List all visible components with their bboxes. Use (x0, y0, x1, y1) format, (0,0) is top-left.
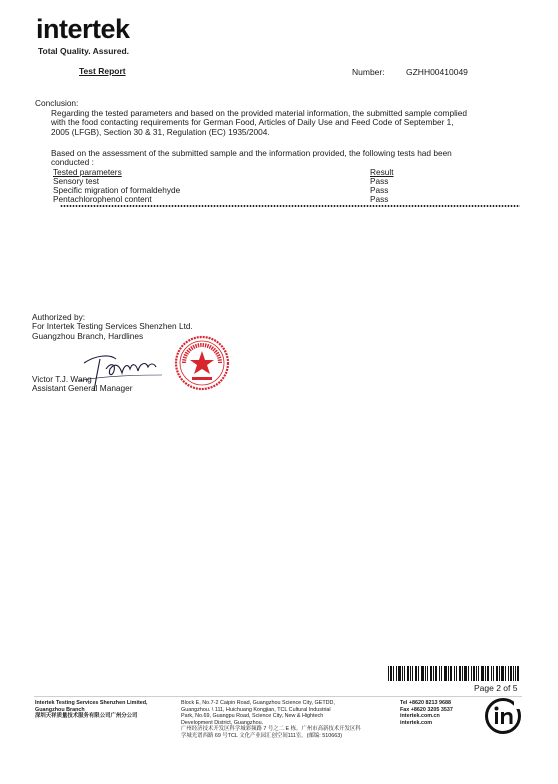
footer-website-cn: intertek.com.cn (400, 713, 440, 720)
footer-contact (400, 700, 482, 726)
signatory-position: Assistant General Manager (32, 383, 133, 393)
table-row-param: Pentachlorophenol content (53, 194, 152, 204)
authorized-branch: Guangzhou Branch, Hardlines (32, 331, 144, 341)
footer-address-line: 广州经济技术开发区科学城彩频路 7 号之二 E 栋。广州市高新技术开发区科 (181, 726, 361, 733)
conclusion-line: Regarding the tested parameters and based on the provided material information, the submitted sample complied (51, 108, 468, 118)
authorized-by-label: Authorized by: (32, 312, 86, 322)
table-row-result: Pass (370, 185, 389, 195)
footer-company-line: 深圳天祥质量技术服务有限公司广州分公司 (35, 713, 138, 720)
conclusion-paragraph (51, 109, 516, 137)
table-header-parameters: Tested parameters (53, 167, 122, 177)
report-number-value: GZHH00410049 (406, 67, 468, 77)
intertek-in-icon (484, 697, 522, 735)
company-seal-stamp (172, 334, 232, 392)
conclusion-line: with the food contacting requirements for German Food, Articles of Daily Use and Feed Code of September 1, (51, 117, 454, 128)
footer-website: intertek.com (400, 719, 433, 726)
report-title: Test Report (79, 66, 126, 76)
footer-address (181, 700, 393, 740)
table-row-param: Specific migration of formaldehyde (53, 185, 181, 195)
footer-address-line: Park, No.69, Guangpu Road, Science City, New & Hightech (181, 713, 324, 720)
intertek-logo: intertek (36, 14, 130, 44)
footer-address-line: 学城光谱西路 69 号TCL 文化产业园汇创空间111室。(邮编: 510663) (181, 732, 343, 739)
table-header-result: Result (370, 167, 394, 177)
footer-address-line: Development District, Guangzhou. (181, 719, 264, 726)
table-row-result: Pass (370, 194, 389, 204)
table-row-param: Sensory test (53, 176, 100, 186)
brand-tagline: Total Quality. Assured. (38, 46, 129, 56)
table-row-result: Pass (370, 176, 389, 186)
footer-fax: Fax +8620 3205 3537 (400, 706, 453, 713)
assessment-line: conducted : (51, 157, 94, 168)
footer-company-line: Intertek Testing Services Shenzhen Limited, (35, 700, 148, 706)
conclusion-label: Conclusion: (35, 98, 79, 108)
conclusion-line: 2005 (LFGB), Section 30 & 31, Regulation (EC) 1935/2004. (51, 126, 270, 137)
page-number: Page 2 of 5 (474, 683, 518, 693)
footer-divider (34, 696, 522, 697)
footer-address-line: Guangzhou. \ 111, Huichuang Kongjian, TCL Cultural Industrial (181, 706, 331, 713)
footer-address-line: Block E, No.7-2 Caipin Road, Guangzhou Science City, GETDD, (181, 700, 335, 706)
assessment-line: Based on the assessment of the submitted sample and the information provided, the following tests had been (51, 148, 452, 158)
footer-tel: Tel +8620 8213 9688 (400, 700, 452, 706)
footer-company-line: Guangzhou Branch (35, 706, 85, 713)
authorized-company: For Intertek Testing Services Shenzhen Ltd. (32, 321, 193, 331)
dotted-separator (60, 205, 520, 207)
footer-company (35, 700, 175, 720)
report-number-label: Number: (352, 67, 385, 77)
barcode-image (388, 666, 520, 681)
assessment-paragraph (51, 149, 516, 168)
signatory-name: Victor T.J. Wang (32, 374, 92, 384)
